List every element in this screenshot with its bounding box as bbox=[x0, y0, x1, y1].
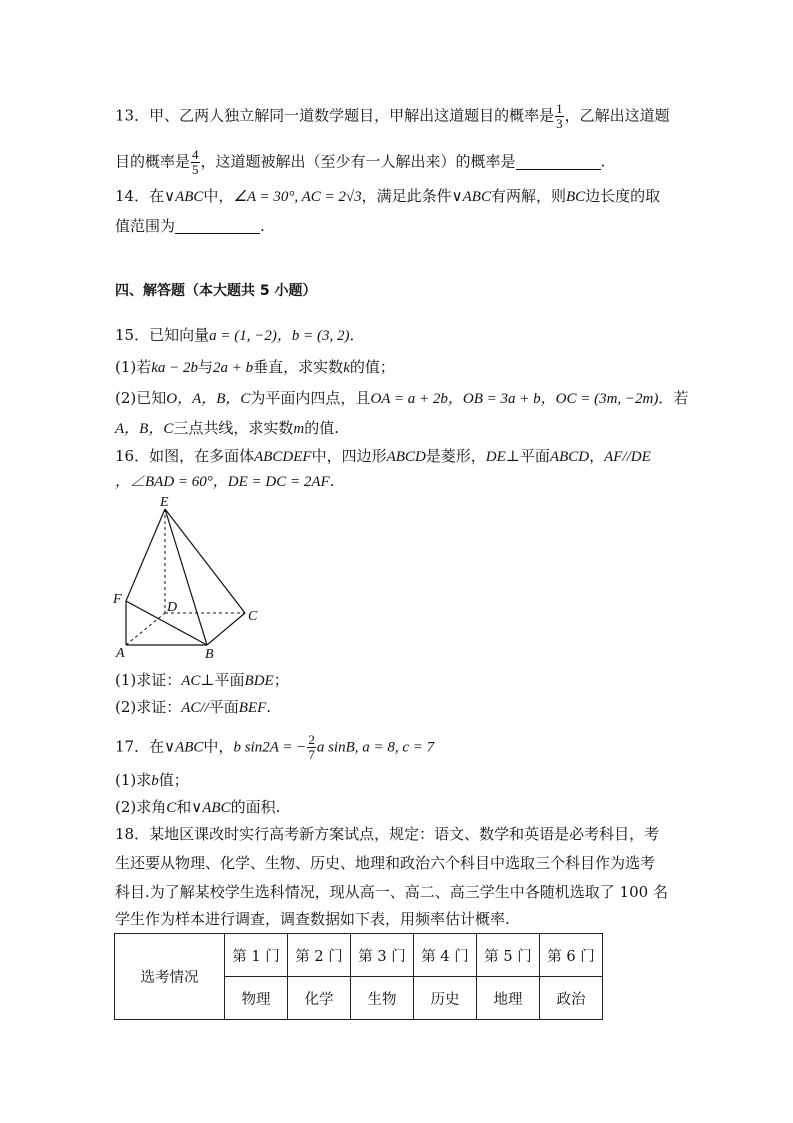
edge-EC bbox=[165, 509, 245, 613]
q18-line-2: 生还要从物理、化学、生物、历史、地理和政治六个科目中选取三个科目作为选考 bbox=[115, 854, 656, 872]
q16-line-2: ，∠BAD = 60°，DE = DC = 2AF． bbox=[115, 474, 345, 490]
q13-fraction-2: $\frac{4}{5}$ bbox=[192, 147, 199, 177]
label-D: D bbox=[167, 600, 178, 615]
q16-part-2: (2)求证：AC//平面BEF. bbox=[115, 698, 272, 716]
q18-line-4: 学生作为样本进行调查，调查数据如下表，用频率估计概率. bbox=[115, 910, 510, 928]
q15-part-1: (1)若ka − 2b与2a + b垂直，求实数k的值； bbox=[115, 358, 395, 376]
table-row bbox=[115, 934, 603, 977]
label-F: F bbox=[113, 592, 122, 607]
label-B: B bbox=[205, 647, 214, 662]
label-A: A bbox=[116, 646, 125, 661]
table-cell: 化学 bbox=[288, 977, 351, 1020]
table-col-header: 第 3 门 bbox=[351, 934, 414, 977]
subject-selection-table bbox=[114, 933, 603, 1020]
table-col-header: 第 1 门 bbox=[225, 934, 288, 977]
answer-blank-14[interactable] bbox=[175, 217, 260, 234]
answer-blank-13[interactable] bbox=[516, 153, 601, 170]
edge-EB bbox=[165, 509, 207, 645]
table-row-header: 选考情况 bbox=[115, 934, 225, 1020]
polyhedron-figure bbox=[105, 495, 275, 665]
section-title: 四、解答题（本大题共 5 小题） bbox=[115, 283, 317, 299]
table-col-header: 第 6 门 bbox=[540, 934, 603, 977]
q16-line-1: 16．如图，在多面体ABCDEF中，四边形ABCD是菱形，DE⊥平面ABCD，AF//DE bbox=[115, 447, 651, 465]
label-C: C bbox=[248, 609, 258, 624]
q18-line-1: 18．某地区课改时实行高考新方案试点，规定：语文、数学和英语是必考科目，考 bbox=[115, 825, 660, 843]
table-col-header: 第 5 门 bbox=[477, 934, 540, 977]
table-cell: 生物 bbox=[351, 977, 414, 1020]
edge-BC bbox=[207, 613, 245, 645]
q15-part-2: (2)已知O，A，B，C为平面内四点，且OA = a + 2b，OB = 3a + b，OC = (3m, −2m)．若 bbox=[115, 389, 689, 407]
q13-line-2: 目的概率是 $\frac{4}{5}$ ，这道题被解出（至少有一人解出来）的概率是 . bbox=[115, 147, 606, 177]
label-E: E bbox=[160, 495, 169, 510]
q17-part-2: (2)求角C和∨ABC的面积. bbox=[115, 798, 281, 816]
q13-fraction-1: $\frac{1}{3}$ bbox=[556, 101, 563, 131]
q14-line-2: 值范围为 . bbox=[115, 217, 265, 235]
q15-stem: 15．已知向量a = (1, −2)，b = (3, 2)． bbox=[115, 326, 365, 344]
q17-stem: 17．在∨ABC中，b sin2A = − $\frac{2}{7}$ a sinB, a = 8, c = 7 bbox=[115, 732, 435, 762]
edge-AD-hidden bbox=[126, 613, 165, 645]
table-cell: 地理 bbox=[477, 977, 540, 1020]
q16-part-1: (1)求证：AC⊥平面BDE； bbox=[115, 671, 289, 689]
q17-fraction: $\frac{2}{7}$ bbox=[308, 732, 315, 762]
q15-part-2-line-2: A，B，C三点共线，求实数m的值. bbox=[115, 419, 339, 437]
table-col-header: 第 4 门 bbox=[414, 934, 477, 977]
q14-line-1: 14．在∨ABC中，∠A = 30°, AC = 2√3，满足此条件∨ABC有两解，则BC边长度的取 bbox=[115, 187, 661, 205]
q17-part-1: (1)求b值； bbox=[115, 771, 189, 789]
table-col-header: 第 2 门 bbox=[288, 934, 351, 977]
table-cell: 政治 bbox=[540, 977, 603, 1020]
q13-line-1: 13．甲、乙两人独立解同一道数学题目，甲解出这道题目的概率是 $\frac{1}{3}$ ，乙解出这道题 bbox=[115, 101, 670, 131]
table-cell: 物理 bbox=[225, 977, 288, 1020]
q13-text: 13．甲、乙两人独立解同一道数学题目，甲解出这道题目的概率是 bbox=[115, 106, 555, 125]
edge-EF bbox=[126, 509, 165, 601]
q18-line-3: 科目.为了解某校学生选科情况，现从高一、高二、高三学生中各随机选取了 100 名 bbox=[115, 883, 668, 901]
table-cell: 历史 bbox=[414, 977, 477, 1020]
